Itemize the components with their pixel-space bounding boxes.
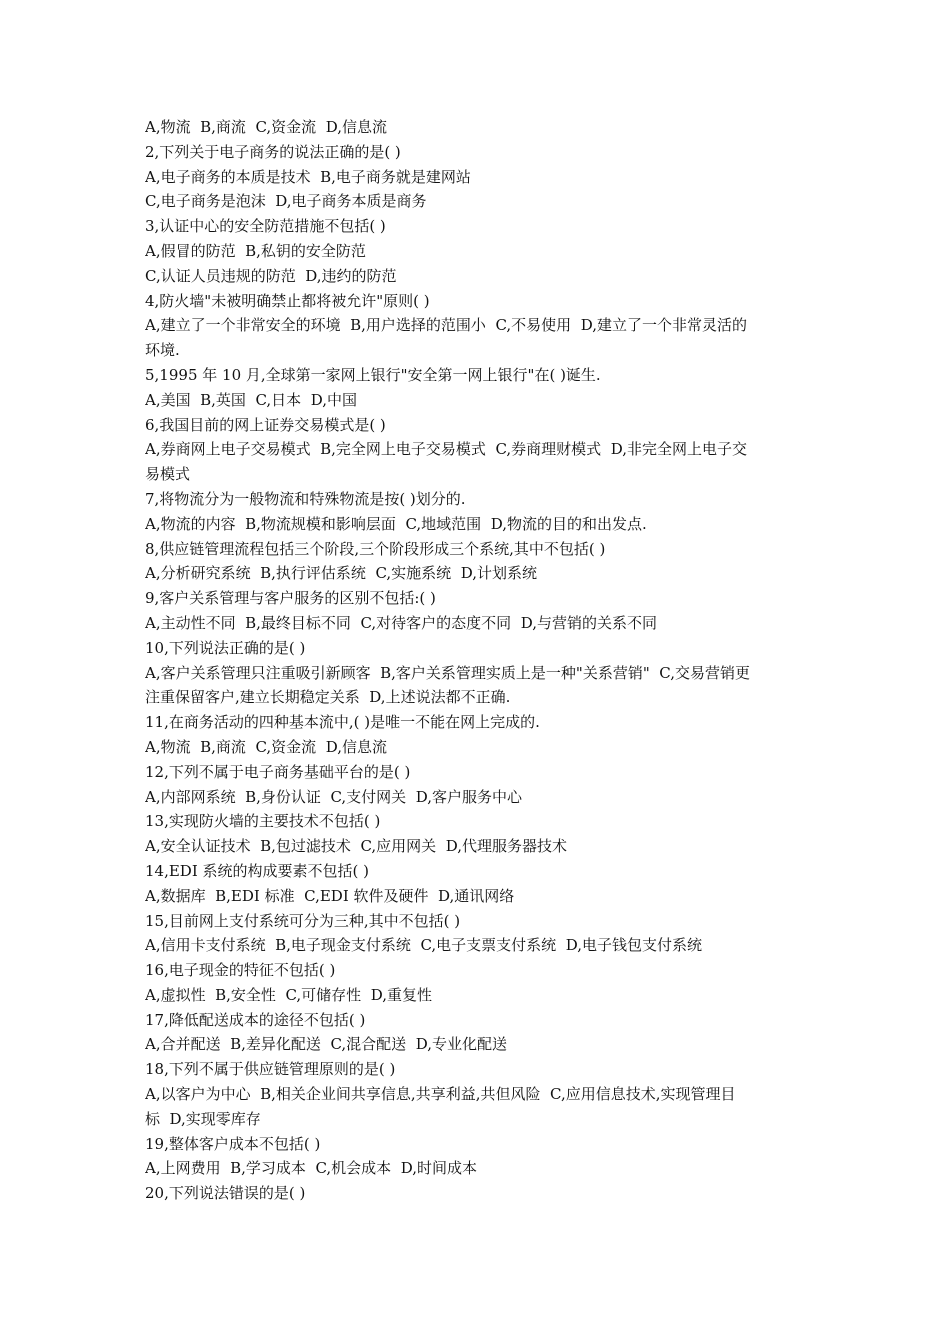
options-line: A,物流 B,商流 C,资金流 D,信息流 <box>145 737 387 756</box>
text-line: A,物流 B,商流 C,资金流 D,信息流 <box>145 118 387 136</box>
question-line: 2,下列关于电子商务的说法正确的是( ) <box>145 142 401 161</box>
question-line: 5,1995 年 10 月,全球第一家网上银行"安全第一网上银行"在( )诞生. <box>145 365 601 384</box>
question-line: 3,认证中心的安全防范措施不包括( ) <box>145 217 386 236</box>
options-line: A,虚拟性 B,安全性 C,可储存性 D,重复性 <box>145 985 432 1004</box>
question-line: 18,下列不属于供应链管理原则的是( ) <box>145 1060 396 1079</box>
options-line: A,物流的内容 B,物流规模和影响层面 C,地域范围 D,物流的目的和出发点. <box>145 514 647 533</box>
question-line: 14,EDI 系统的构成要素不包括( ) <box>145 861 369 880</box>
question-line: 8,供应链管理流程包括三个阶段,三个阶段形成三个系统,其中不包括( ) <box>145 539 606 558</box>
question-line: 11,在商务活动的四种基本流中,( )是唯一不能在网上完成的. <box>145 713 540 732</box>
options-line: A,假冒的防范 B,私钥的安全防范 <box>145 241 366 260</box>
question-line: 4,防火墙"未被明确禁止都将被允许"原则( ) <box>145 291 430 310</box>
options-line: 环境. <box>145 341 180 360</box>
options-line: A,主动性不同 B,最终目标不同 C,对待客户的态度不同 D,与营销的关系不同 <box>145 613 657 632</box>
question-line: 9,客户关系管理与客户服务的区别不包括:( ) <box>145 589 436 608</box>
options-line: A,建立了一个非常安全的环境 B,用户选择的范围小 C,不易使用 D,建立了一个非常灵活的 <box>145 316 747 335</box>
options-line: 注重保留客户,建立长期稳定关系 D,上述说法都不正确. <box>145 688 511 707</box>
question-line: 12,下列不属于电子商务基础平台的是( ) <box>145 762 411 781</box>
options-line: C,认证人员违规的防范 D,违约的防范 <box>145 266 397 285</box>
options-line: A,客户关系管理只注重吸引新顾客 B,客户关系管理实质上是一种"关系营销" C,交易营销更 <box>145 663 750 682</box>
options-line: A,券商网上电子交易模式 B,完全网上电子交易模式 C,券商理财模式 D,非完全网上电子交 <box>145 440 747 459</box>
options-line: A,合并配送 B,差异化配送 C,混合配送 D,专业化配送 <box>145 1035 507 1054</box>
options-line: A,上网费用 B,学习成本 C,机会成本 D,时间成本 <box>145 1159 477 1178</box>
question-line: 7,将物流分为一般物流和特殊物流是按( )划分的. <box>145 489 466 508</box>
options-line: A,信用卡支付系统 B,电子现金支付系统 C,电子支票支付系统 D,电子钱包支付系统 <box>145 936 702 955</box>
options-line: A,美国 B,英国 C,日本 D,中国 <box>145 390 357 409</box>
question-line: 13,实现防火墙的主要技术不包括( ) <box>145 812 381 831</box>
options-line: 易模式 <box>145 465 191 484</box>
question-line: 6,我国目前的网上证券交易模式是( ) <box>145 415 386 434</box>
options-line: 标 D,实现零库存 <box>145 1109 261 1128</box>
question-line: 19,整体客户成本不包括( ) <box>145 1134 321 1153</box>
options-line: A,电子商务的本质是技术 B,电子商务就是建网站 <box>145 167 471 186</box>
question-line: 17,降低配送成本的途径不包括( ) <box>145 1010 366 1029</box>
options-line: C,电子商务是泡沫 D,电子商务本质是商务 <box>145 192 427 211</box>
options-line: A,数据库 B,EDI 标准 C,EDI 软件及硬件 D,通讯网络 <box>145 886 515 905</box>
document-body <box>145 115 810 1206</box>
options-line: A,以客户为中心 B,相关企业间共享信息,共享利益,共但风险 C,应用信息技术,实现管理目 <box>145 1085 736 1104</box>
options-line: A,安全认证技术 B,包过滤技术 C,应用网关 D,代理服务器技术 <box>145 837 567 856</box>
question-line: 15,目前网上支付系统可分为三种,其中不包括( ) <box>145 911 461 930</box>
question-line: 10,下列说法正确的是( ) <box>145 638 306 657</box>
question-line: 16,电子现金的特征不包括( ) <box>145 961 336 980</box>
options-line: A,分析研究系统 B,执行评估系统 C,实施系统 D,计划系统 <box>145 564 537 583</box>
options-line: A,内部网系统 B,身份认证 C,支付网关 D,客户服务中心 <box>145 787 522 806</box>
question-line: 20,下列说法错误的是( ) <box>145 1184 306 1203</box>
